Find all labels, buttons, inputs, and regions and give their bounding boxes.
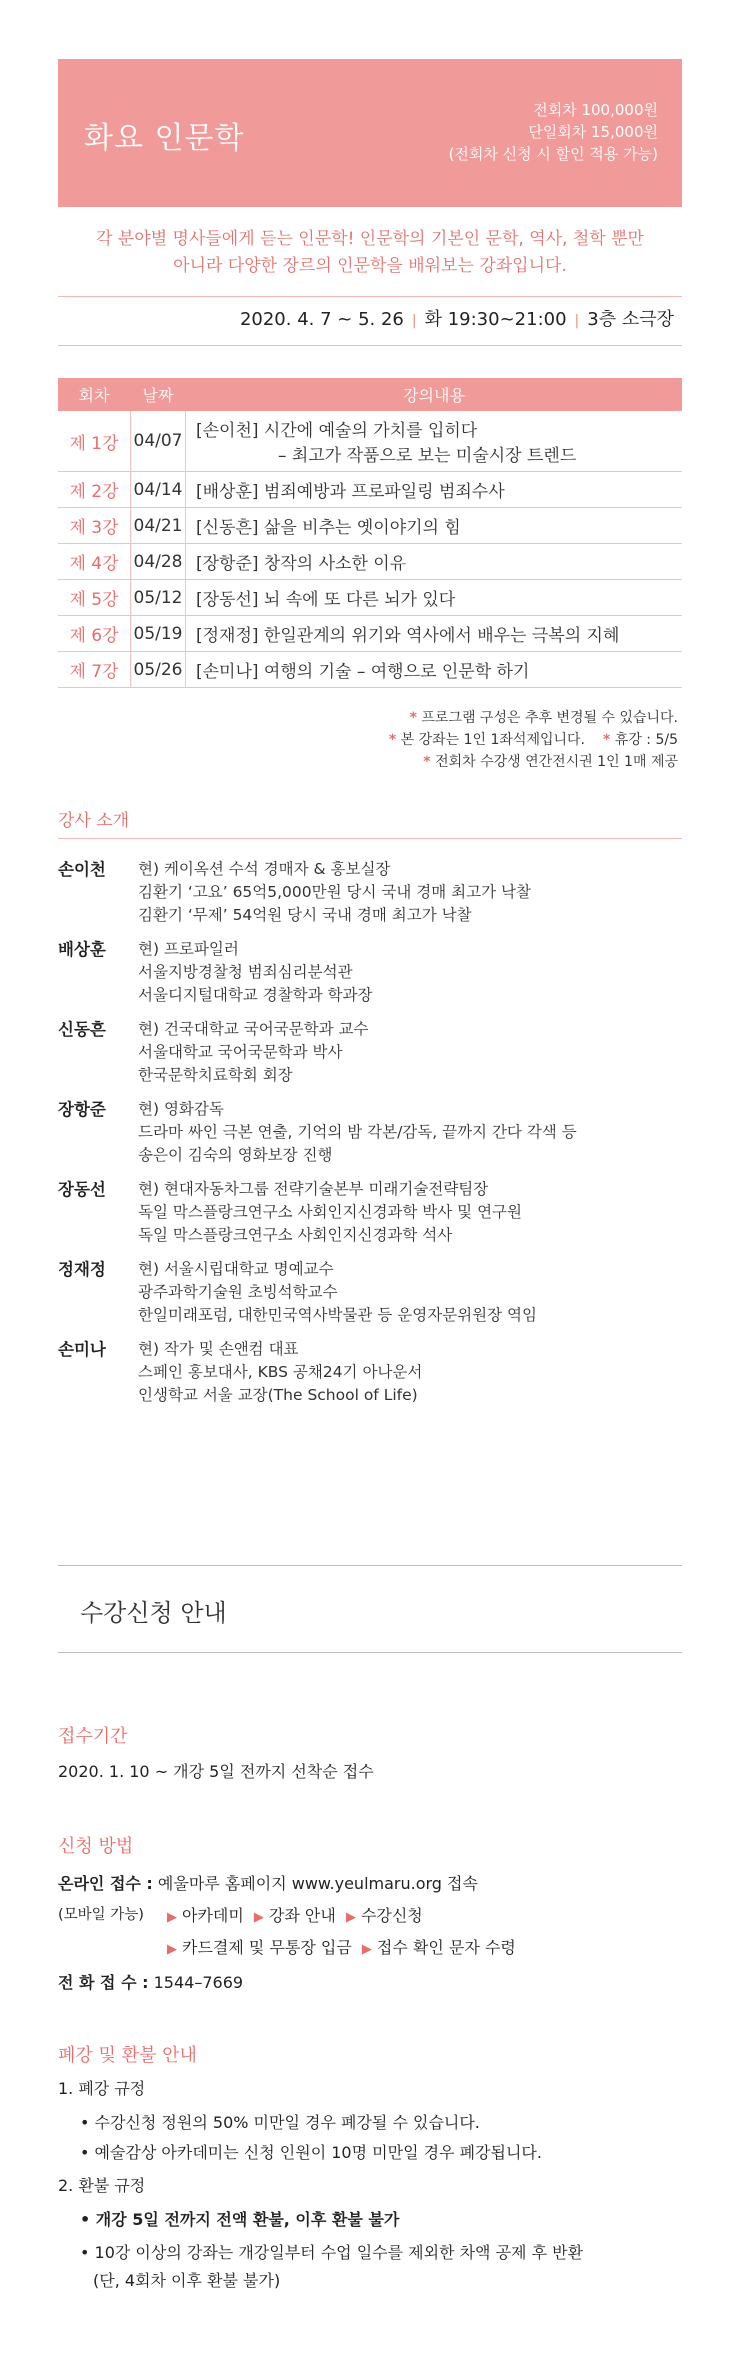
instructor-name: 신동흔 xyxy=(58,1020,106,1039)
lecture-date: 04/07 xyxy=(130,411,186,471)
lecture-title: [배상훈] 범죄예방과 프로파일링 범죄수사 xyxy=(196,482,505,502)
step-text: 강좌 안내 xyxy=(268,1906,336,1925)
instructor-desc xyxy=(138,858,682,927)
instructor-name: 장동선 xyxy=(58,1180,106,1199)
instructor-desc xyxy=(138,938,682,1007)
lecture-date: 05/26 xyxy=(130,652,186,687)
lecture-date: 05/19 xyxy=(130,616,186,651)
instructor-line: 김환기 ‘무제’ 54억원 당시 국내 경매 최고가 낙찰 xyxy=(138,906,472,924)
table-row xyxy=(58,616,682,652)
lecture-title: [손이천] 시간에 예술의 가치를 입히다 xyxy=(196,421,478,441)
header-content: 강의내용 xyxy=(403,386,465,405)
instructor-line: 독일 막스플랑크연구소 사회인지신경과학 박사 및 연구원 xyxy=(138,1203,522,1221)
instructor-desc xyxy=(138,1098,682,1167)
guide-title: 수강신청 안내 xyxy=(80,1599,227,1627)
period-title: 접수기간 xyxy=(58,1726,128,1747)
divider xyxy=(58,296,682,297)
asterisk-icon: * xyxy=(603,732,611,748)
table-row xyxy=(58,508,682,544)
lecture-date: 04/21 xyxy=(130,508,186,543)
instructor-line: 김환기 ‘고요’ 65억5,000만원 당시 국내 경매 최고가 낙찰 xyxy=(138,883,531,901)
schedule-info xyxy=(58,305,682,335)
instructor-item xyxy=(58,858,682,927)
intro-text xyxy=(58,222,682,296)
instructor-line: 현) 서울시립대학교 명예교수 xyxy=(138,1260,334,1278)
instructor-item xyxy=(58,1098,682,1167)
rule2-bullet: • 10강 이상의 강좌는 개강일부터 수업 일수를 제외한 차액 공제 후 반환 xyxy=(80,2243,584,2262)
mobile-line xyxy=(58,1903,144,1924)
instructor-name: 손이천 xyxy=(58,860,106,879)
instructor-line: 현) 영화감독 xyxy=(138,1100,224,1118)
lecture-date: 04/28 xyxy=(130,544,186,579)
instructor-name: 장항준 xyxy=(58,1100,106,1119)
instructor-line: 현) 건국대학교 국어국문학과 교수 xyxy=(138,1020,369,1038)
lecture-date: 04/14 xyxy=(130,472,186,507)
lecture-title: [장동선] 뇌 속에 또 다른 뇌가 있다 xyxy=(196,590,456,610)
instructor-line: 현) 작가 및 손앤컴 대표 xyxy=(138,1340,299,1358)
notes xyxy=(58,707,682,773)
lecture-no: 제 6강 xyxy=(69,626,119,646)
mobile-label: (모바일 가능) xyxy=(58,1907,144,1923)
lecture-title: [손미나] 여행의 기술 – 여행으로 인문학 하기 xyxy=(196,662,530,682)
asterisk-icon: * xyxy=(388,732,397,748)
instructor-name: 정재정 xyxy=(58,1260,106,1279)
lecture-date: 05/12 xyxy=(130,580,186,615)
lecture-content xyxy=(186,416,682,466)
note-text: 전회차 수강생 연간전시권 1인 1매 제공 xyxy=(435,754,678,770)
instructor-desc xyxy=(138,1338,682,1407)
lecture-no: 제 1강 xyxy=(69,433,119,454)
instructor-line: 인생학교 서울 교장(The School of Life) xyxy=(138,1386,418,1404)
instructor-item xyxy=(58,1258,682,1327)
schedule-place: 3층 소극장 xyxy=(587,309,674,330)
asterisk-icon: * xyxy=(409,710,417,726)
instructor-name: 배상훈 xyxy=(58,940,106,959)
triangle-right-icon: ▶ xyxy=(345,1910,356,1925)
phone-text: 1544–7669 xyxy=(153,1973,244,1992)
step-text: 수강신청 xyxy=(360,1906,423,1925)
rule2-bullet: • 개강 5일 전까지 전액 환불, 이후 환불 불가 xyxy=(80,2210,400,2229)
lecture-no: 제 5강 xyxy=(69,590,119,610)
instructor-desc xyxy=(138,1258,682,1327)
instructor-line: 한일미래포럼, 대한민국역사박물관 등 운영자문위원장 역임 xyxy=(138,1306,537,1324)
triangle-right-icon: ▶ xyxy=(253,1910,264,1925)
note-line xyxy=(58,729,678,751)
note-text: 프로그램 구성은 추후 변경될 수 있습니다. xyxy=(421,710,678,726)
note-line xyxy=(58,707,678,729)
rule1-title: 1. 폐강 규정 xyxy=(58,2079,146,2098)
lecture-title: [신동흔] 삶을 비추는 옛이야기의 힘 xyxy=(196,518,461,538)
phone-line xyxy=(58,1970,243,1993)
intro-line-1: 각 분야별 명사들에게 듣는 인문학! 인문학의 기본인 문학, 역사, 철학 뿐만 xyxy=(96,229,644,249)
instructor-item xyxy=(58,1178,682,1247)
instructor-item xyxy=(58,1338,682,1407)
instructors-title: 강사 소개 xyxy=(58,811,130,831)
note-text: 본 강좌는 1인 1좌석제입니다. xyxy=(400,732,586,748)
schedule-period: 2020. 4. 7 ~ 5. 26 xyxy=(239,309,404,330)
rule2-title: 2. 환불 규정 xyxy=(58,2176,146,2195)
divider xyxy=(58,1565,682,1566)
table-row xyxy=(58,580,682,616)
instructor-list xyxy=(58,858,682,1418)
table-row xyxy=(58,472,682,508)
divider xyxy=(58,838,682,839)
rule2-bullet-cont: (단, 4회차 이후 환불 불가) xyxy=(93,2271,281,2290)
step-text: 아카데미 xyxy=(182,1906,244,1925)
instructor-line: 현) 프로파일러 xyxy=(138,940,239,958)
instructor-name: 손미나 xyxy=(58,1340,106,1359)
lecture-table xyxy=(58,378,682,688)
note-text: 휴강 : 5/5 xyxy=(614,732,678,748)
lecture-no: 제 4강 xyxy=(69,554,119,574)
triangle-right-icon: ▶ xyxy=(167,1942,177,1957)
instructor-line: 한국문학치료학회 회장 xyxy=(138,1066,293,1084)
instructor-line: 스페인 홍보대사, KBS 공채24기 아나운서 xyxy=(138,1363,423,1381)
lecture-title: [장항준] 창작의 사소한 이유 xyxy=(196,554,407,574)
lecture-subtitle: – 최고가 작품으로 보는 미술시장 트렌드 xyxy=(278,446,577,466)
price-note: (전회차 신청 시 할인 적용 가능) xyxy=(448,145,658,163)
instructor-item xyxy=(58,1018,682,1087)
instructor-line: 현) 케이옥션 수석 경매자 & 홍보실장 xyxy=(138,860,391,878)
divider xyxy=(58,345,682,346)
step-text: 접수 확인 문자 수령 xyxy=(376,1938,516,1957)
steps-line-2 xyxy=(162,1935,516,1958)
rule1-bullet: • 예술감상 아카데미는 신청 인원이 10명 미만일 경우 폐강됩니다. xyxy=(80,2143,542,2162)
lecture-title: [정재정] 한일관계의 위기와 역사에서 배우는 극복의 지혜 xyxy=(196,626,620,646)
table-row xyxy=(58,652,682,688)
instructor-line: 광주과학기술원 초빙석학교수 xyxy=(138,1283,338,1301)
table-row xyxy=(58,544,682,580)
table-header xyxy=(58,378,682,411)
instructor-desc xyxy=(138,1018,682,1087)
lecture-no: 제 7강 xyxy=(69,662,119,682)
instructor-desc xyxy=(138,1178,682,1247)
price-single: 단일회차 15,000원 xyxy=(528,123,658,141)
page-title: 화요 인문학 xyxy=(84,121,245,156)
separator: | xyxy=(411,313,417,329)
step-text: 카드결제 및 무통장 입금 xyxy=(182,1938,352,1957)
instructor-line: 송은이 김숙의 영화보장 진행 xyxy=(138,1146,333,1164)
instructor-line: 서울대학교 국어국문학과 박사 xyxy=(138,1043,343,1061)
online-text: 예울마루 홈페이지 www.yeulmaru.org 접속 xyxy=(157,1874,478,1893)
steps-line-1 xyxy=(162,1903,423,1926)
asterisk-icon: * xyxy=(423,754,431,770)
intro-line-2: 아니라 다양한 장르의 인문학을 배워보는 강좌입니다. xyxy=(173,256,567,276)
price-full: 전회차 100,000원 xyxy=(533,101,658,119)
header-date: 날짜 xyxy=(142,386,174,405)
refund-title: 폐강 및 환불 안내 xyxy=(58,2045,197,2066)
instructor-line: 현) 현대자동차그룹 전략기술본부 미래기술전략팀장 xyxy=(138,1180,489,1198)
header-banner xyxy=(58,59,682,207)
instructor-line: 드라마 싸인 극본 연출, 기억의 밤 각본/감독, 끝까지 간다 각색 등 xyxy=(138,1123,577,1141)
rule1-bullet: • 수강신청 정원의 50% 미만일 경우 폐강될 수 있습니다. xyxy=(80,2113,480,2132)
table-row xyxy=(58,411,682,472)
price-info xyxy=(449,99,658,165)
triangle-right-icon: ▶ xyxy=(167,1910,177,1925)
online-line xyxy=(58,1871,478,1894)
instructor-line: 서울디지털대학교 경찰학과 학과장 xyxy=(138,986,373,1004)
phone-label: 전 화 접 수 : xyxy=(58,1973,149,1992)
instructor-item xyxy=(58,938,682,1007)
instructor-line: 독일 막스플랑크연구소 사회인지신경과학 석사 xyxy=(138,1226,453,1244)
period-text: 2020. 1. 10 ~ 개강 5일 전까지 선착순 접수 xyxy=(58,1762,374,1781)
separator: | xyxy=(574,313,580,329)
triangle-right-icon: ▶ xyxy=(361,1942,372,1957)
divider xyxy=(58,1652,682,1653)
lecture-no: 제 2강 xyxy=(69,482,119,502)
lecture-no: 제 3강 xyxy=(69,518,119,538)
method-title: 신청 방법 xyxy=(58,1836,134,1857)
note-line xyxy=(58,751,678,773)
schedule-time: 화 19:30~21:00 xyxy=(424,309,567,330)
header-no: 회차 xyxy=(78,386,110,405)
online-label: 온라인 접수 : xyxy=(58,1874,153,1893)
instructor-line: 서울지방경찰청 범죄심리분석관 xyxy=(138,963,353,981)
